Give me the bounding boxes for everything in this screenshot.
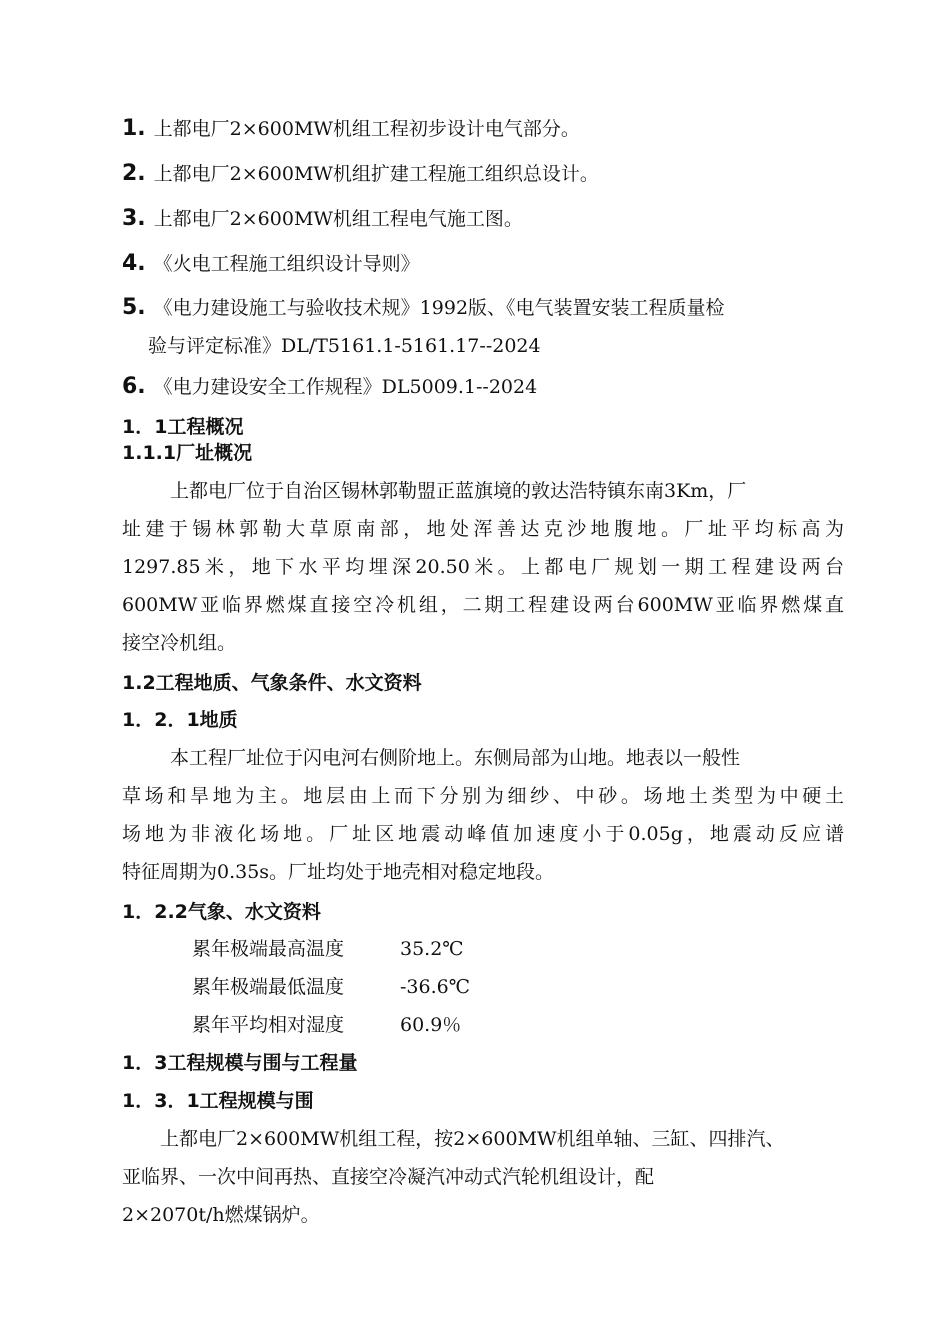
paragraph-line: 2×2070t/h燃煤锅炉。 bbox=[122, 1204, 320, 1226]
reference-item-5-continuation: 验与评定标准》DL/T5161.1-5161.17--2024 bbox=[148, 335, 541, 357]
paragraph-line: 上都电厂位于自治区锡林郭勒盟正蓝旗境的敦达浩特镇东南3Km，厂 bbox=[170, 480, 747, 502]
reference-text: 《电力建设施工与验收技术规》1992版、《电气装置安装工程质量检 bbox=[153, 297, 725, 319]
climate-value: 60.9％ bbox=[400, 1014, 462, 1036]
reference-text: 上都电厂2×600MW机组工程电气施工图。 bbox=[153, 208, 523, 230]
section-heading-1-3: 1．3工程规模与围与工程量 bbox=[122, 1052, 358, 1074]
reference-item-2 bbox=[122, 161, 599, 187]
reference-item-4 bbox=[122, 251, 420, 277]
climate-label: 累年极端最低温度 bbox=[192, 976, 345, 998]
section-heading-1-1: 1．1工程概况 bbox=[122, 416, 244, 438]
reference-number: 1. bbox=[122, 116, 146, 141]
paragraph-line: 亚临界、一次中间再热、直接空冷凝汽冲动式汽轮机组设计，配 bbox=[122, 1166, 655, 1188]
reference-text: 上都电厂2×600MW机组工程初步设计电气部分。 bbox=[153, 118, 580, 140]
section-heading-1-3-1: 1．3．1工程规模与围 bbox=[122, 1090, 314, 1112]
section-heading-1-1-1: 1.1.1厂址概况 bbox=[122, 442, 253, 464]
section-heading-1-2: 1.2工程地质、气象条件、水文资料 bbox=[122, 672, 422, 694]
reference-number: 3. bbox=[122, 206, 146, 231]
reference-item-5 bbox=[122, 295, 725, 321]
reference-text: 《火电工程施工组织设计导则》 bbox=[153, 253, 420, 275]
reference-item-1 bbox=[122, 116, 580, 142]
section-heading-1-2-2: 1．2.2气象、水文资料 bbox=[122, 901, 321, 923]
paragraph-line: 1297.85米，地下水平均埋深20.50米。上都电厂规划一期工程建设两台 bbox=[122, 556, 844, 578]
climate-value: -36.6℃ bbox=[400, 976, 470, 998]
reference-text: 上都电厂2×600MW机组扩建工程施工组织总设计。 bbox=[153, 163, 599, 185]
reference-number: 6. bbox=[122, 374, 146, 399]
reference-text: 《电力建设安全工作规程》DL5009.1--2024 bbox=[153, 376, 538, 398]
reference-number: 4. bbox=[122, 251, 146, 276]
climate-label: 累年极端最高温度 bbox=[192, 938, 345, 960]
paragraph-line: 本工程厂址位于闪电河右侧阶地上。东侧局部为山地。地表以一般性 bbox=[170, 747, 741, 769]
paragraph-line: 600MW亚临界燃煤直接空冷机组，二期工程建设两台600MW亚临界燃煤直 bbox=[122, 594, 844, 616]
paragraph-line: 上都电厂2×600MW机组工程，按2×600MW机组单轴、三缸、四排汽、 bbox=[160, 1128, 785, 1150]
paragraph-line: 接空冷机组。 bbox=[122, 632, 237, 654]
reference-item-6 bbox=[122, 374, 537, 400]
paragraph-line: 址建于锡林郭勒大草原南部，地处浑善达克沙地腹地。厂址平均标高为 bbox=[122, 518, 844, 540]
reference-number: 2. bbox=[122, 161, 146, 186]
reference-item-3 bbox=[122, 206, 523, 232]
climate-value: 35.2℃ bbox=[400, 938, 464, 960]
paragraph-line: 草场和旱地为主。地层由上而下分别为细纱、中砂。场地土类型为中硬土 bbox=[122, 785, 844, 807]
paragraph-line: 场地为非液化场地。厂址区地震动峰值加速度小于0.05g，地震动反应谱 bbox=[122, 823, 844, 845]
climate-label: 累年平均相对湿度 bbox=[192, 1014, 345, 1036]
section-heading-1-2-1: 1．2．1地质 bbox=[122, 709, 238, 731]
paragraph-line: 特征周期为0.35s。厂址均处于地壳相对稳定地段。 bbox=[122, 861, 555, 883]
reference-number: 5. bbox=[122, 295, 146, 320]
